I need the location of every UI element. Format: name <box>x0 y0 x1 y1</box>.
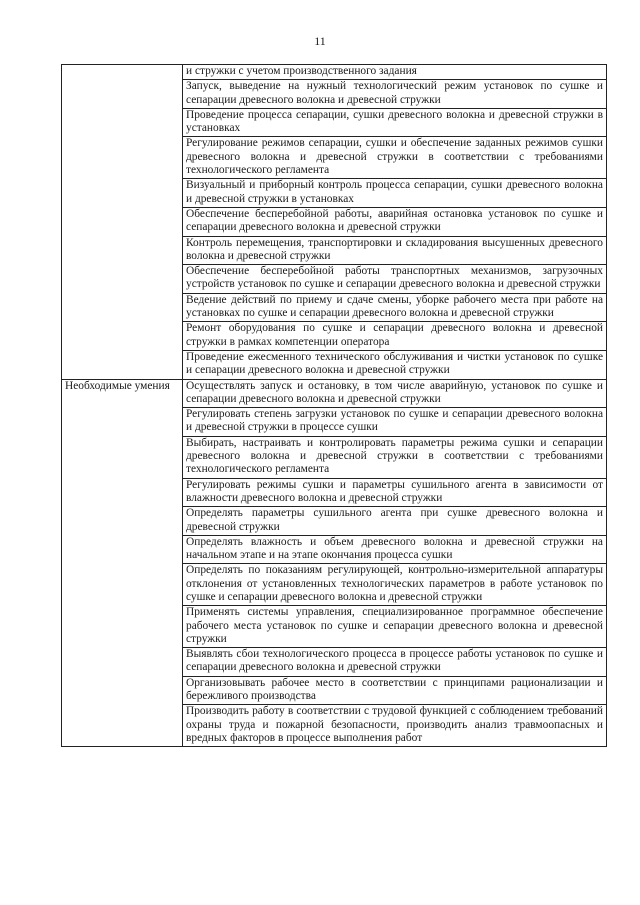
required-skills-item: Регулировать режимы сушки и параметры сушильного агента в зависимости от влажности древесного волокна и древесной стружки <box>183 478 607 507</box>
required-skills-item: Производить работу в соответствии с трудовой функцией с соблюдением требований охраны труда и пожарной безопасности, производить анализ травмоопасных и вредных факторов в процессе выполнения работ <box>183 705 607 747</box>
labor-actions-item: Регулирование режимов сепарации, сушки и обеспечение заданных режимов сушки древесного волокна и древесной стружки в соответствии с требованиями технологического регламента <box>183 137 607 179</box>
labor-actions-item: Контроль перемещения, транспортировки и складирования высушенных древесного волокна и древесной стружки <box>183 236 607 265</box>
required-skills-item: Выбирать, настраивать и контролировать параметры режима сушки и сепарации древесного волокна и древесной стружки в соответствии с требованиями технологического регламента <box>183 436 607 478</box>
labor-actions-item: Обеспечение бесперебойной работы транспортных механизмов, загрузочных устройств установок по сушке и сепарации древесного волокна и древесной стружки <box>183 265 607 294</box>
required-skills-label: Необходимые умения <box>62 379 183 747</box>
page-number: 11 <box>314 34 326 48</box>
labor-actions-label <box>62 65 183 380</box>
labor-actions-item: Ремонт оборудования по сушке и сепарации древесного волокна и древесной стружки в рамках компетенции оператора <box>183 322 607 351</box>
required-skills-item: Выявлять сбои технологического процесса в процессе работы установок по сушке и сепарации древесного волокна и древесной стружки <box>183 648 607 677</box>
labor-actions-item: Визуальный и приборный контроль процесса сепарации, сушки древесного волокна и древесной стружки в установках <box>183 179 607 208</box>
required-skills-item: Определять по показаниям регулирующей, контрольно-измерительной аппаратуры отклонения от установленных технологических параметров в работе установок по сушке и сепарации древесного волокна и древесной стружки <box>183 564 607 606</box>
requirements-table <box>61 64 607 747</box>
labor-actions-item: и стружки с учетом производственного задания <box>183 65 607 80</box>
required-skills-item: Регулировать степень загрузки установок по сушке и сепарации древесного волокна и древесной стружки в процессе сушки <box>183 408 607 437</box>
labor-actions-item: Обеспечение бесперебойной работы, аварийная остановка установок по сушке и сепарации древесного волокна и древесной стружки <box>183 207 607 236</box>
table-row <box>62 379 607 408</box>
required-skills-item: Осуществлять запуск и остановку, в том числе аварийную, установок по сушке и сепарации древесного волокна и древесной стружки <box>183 379 607 408</box>
required-skills-item: Определять параметры сушильного агента при сушке древесного волокна и древесной стружки <box>183 507 607 536</box>
labor-actions-item: Запуск, выведение на нужный технологический режим установок по сушке и сепарации древесного волокна и древесной стружки <box>183 80 607 109</box>
labor-actions-item: Проведение процесса сепарации, сушки древесного волокна и древесной стружки в установках <box>183 108 607 137</box>
required-skills-item: Организовывать рабочее место в соответствии с принципами рационализации и бережливого производства <box>183 676 607 705</box>
table-row <box>62 65 607 80</box>
required-skills-item: Определять влажность и объем древесного волокна и древесной стружки на начальном этапе и на этапе окончания процесса сушки <box>183 535 607 564</box>
required-skills-item: Применять системы управления, специализированное программное обеспечение рабочего места установок по сушке и сепарации древесного волокна и древесной стружки <box>183 606 607 648</box>
labor-actions-item: Ведение действий по приему и сдаче смены, уборке рабочего места при работе на установках по сушке и сепарации древесного волокна и древесной стружки <box>183 293 607 322</box>
labor-actions-item: Проведение ежесменного технического обслуживания и чистки установок по сушке и сепарации древесного волокна и древесной стружки <box>183 350 607 379</box>
